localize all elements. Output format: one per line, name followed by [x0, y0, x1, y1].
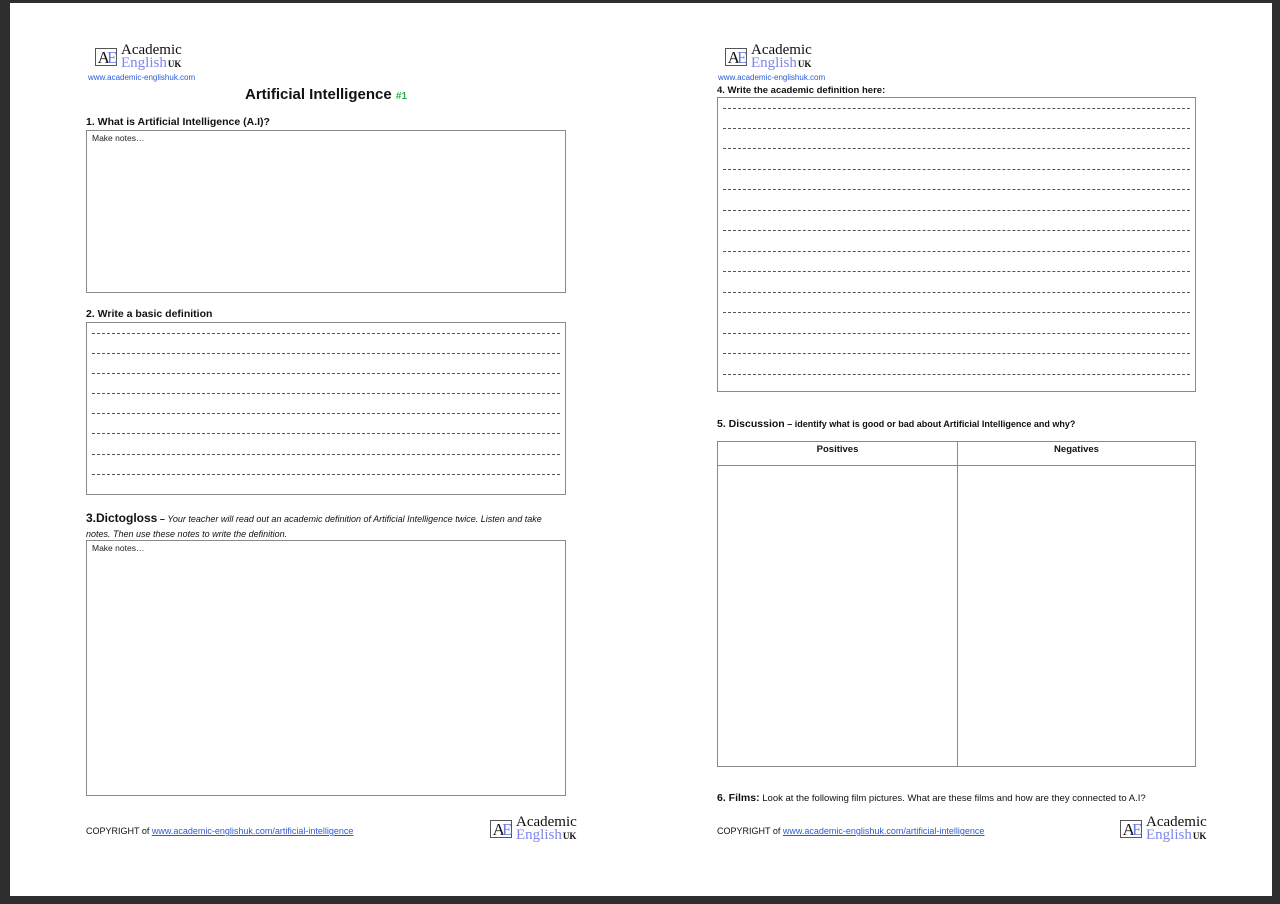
- answer-line: [723, 108, 1190, 109]
- answer-line: [723, 353, 1190, 354]
- ae-logo-icon: AE: [95, 48, 117, 66]
- copyright-link[interactable]: www.academic-englishuk.com/artificial-intelligence: [782, 826, 985, 836]
- answer-line: [92, 413, 560, 414]
- academic-english-logo: [95, 43, 187, 71]
- answer-line: [723, 230, 1190, 231]
- footer-logo: AE Academic EnglishUK: [1120, 815, 1212, 843]
- positives-column-header: Positives: [816, 444, 859, 455]
- answer-line: [723, 374, 1190, 375]
- notes-hint: Make notes…: [92, 543, 145, 553]
- question-3-notes-box[interactable]: [86, 540, 566, 796]
- question-1-heading: 1. What is Artificial Intelligence (A.I)?: [86, 116, 270, 128]
- answer-line: [723, 292, 1190, 293]
- answer-line: [92, 393, 560, 394]
- question-6-films: 6. Films: Look at the following film pictures. What are these films and how are they connected to A.I?: [717, 792, 1146, 804]
- ae-logo-icon: AE: [1120, 820, 1142, 838]
- site-url[interactable]: www.academic-englishuk.com: [88, 73, 196, 82]
- answer-line: [92, 474, 560, 475]
- question-5-heading: 5. Discussion – identify what is good or bad about Artificial Intelligence and why?: [717, 418, 1076, 430]
- answer-line: [723, 251, 1190, 252]
- answer-line: [723, 333, 1190, 334]
- answer-line: [92, 373, 560, 374]
- page1-footer-copyright: COPYRIGHT of www.academic-englishuk.com/artificial-intelligence: [86, 826, 354, 836]
- answer-line: [92, 353, 560, 354]
- answer-line: [723, 210, 1190, 211]
- footer-logo: AE Academic EnglishUK: [490, 815, 582, 843]
- question-4-heading: 4. Write the academic definition here:: [717, 85, 886, 96]
- negatives-column-header: Negatives: [1054, 444, 1099, 455]
- question-4-answer-box[interactable]: [717, 97, 1196, 392]
- answer-line: [723, 312, 1190, 313]
- answer-line: [92, 454, 560, 455]
- answer-line: [723, 271, 1190, 272]
- ae-logo-icon: AE: [725, 48, 747, 66]
- answer-line: [723, 169, 1190, 170]
- page-title: Artificial Intelligence #1: [245, 86, 408, 103]
- question-2-answer-box[interactable]: [86, 322, 566, 495]
- ae-logo-icon: AE: [490, 820, 512, 838]
- answer-line: [92, 433, 560, 434]
- positives-cell[interactable]: [718, 466, 957, 766]
- academic-english-logo: AE Academic EnglishUK: [725, 43, 817, 71]
- answer-line: [92, 333, 560, 334]
- page2-footer-copyright: COPYRIGHT of www.academic-englishuk.com/artificial-intelligence: [717, 826, 985, 836]
- dictogloss-instructions: Your teacher will read out an academic definition of Artificial Intelligence twice. Listen and take notes. Then use these notes to write the definition.: [86, 514, 542, 539]
- logo-line1: Academic: [121, 42, 182, 58]
- title-badge: #1: [395, 91, 408, 102]
- question-2-heading: 2. Write a basic definition: [86, 308, 213, 320]
- question-1-notes-box[interactable]: [86, 130, 566, 293]
- answer-line: [723, 148, 1190, 149]
- discussion-table: [717, 441, 1196, 767]
- notes-hint: Make notes…: [92, 133, 145, 143]
- answer-line: [723, 189, 1190, 190]
- copyright-link[interactable]: www.academic-englishuk.com/artificial-intelligence: [151, 826, 354, 836]
- answer-line: [723, 128, 1190, 129]
- negatives-cell[interactable]: [958, 466, 1195, 766]
- site-url[interactable]: www.academic-englishuk.com: [718, 73, 826, 82]
- logo-line2: EnglishUK: [121, 55, 182, 71]
- question-3-heading: 3.Dictogloss – Your teacher will read out an academic definition of Artificial Intelligence twice. Listen and take notes. Then use these notes to write the definition.: [86, 511, 542, 539]
